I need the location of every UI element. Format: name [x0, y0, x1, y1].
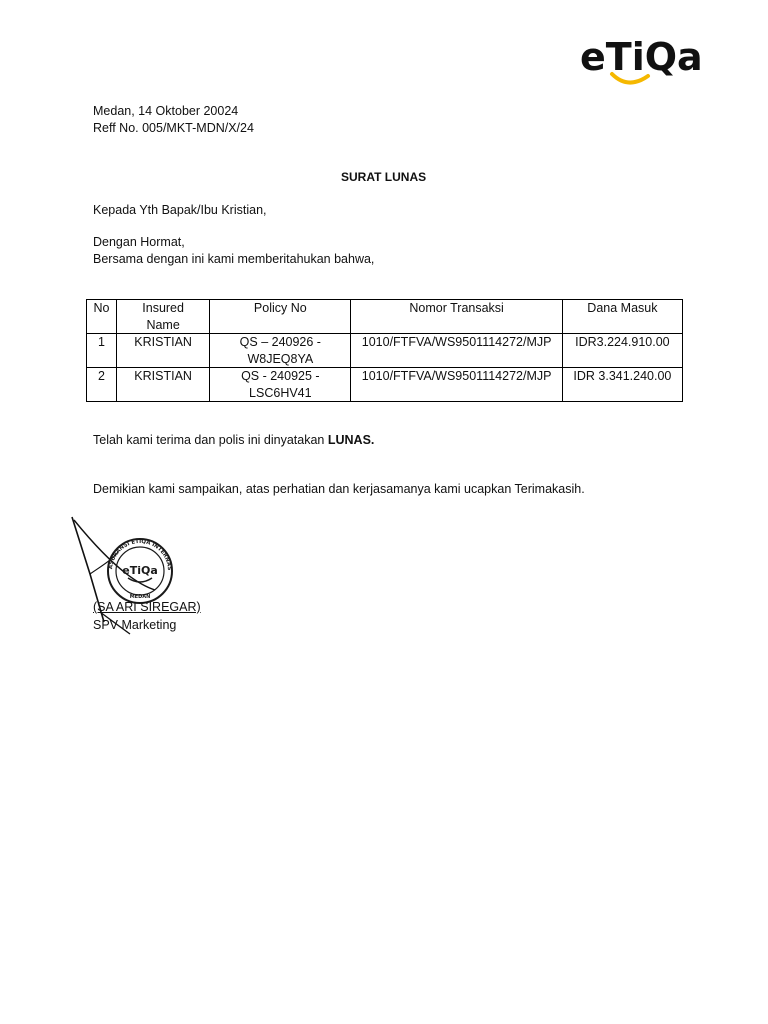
- greeting: Kepada Yth Bapak/Ibu Kristian,: [93, 203, 267, 217]
- cell-policy-no: QS - 240925 - LSC6HV41: [210, 368, 351, 402]
- cell-dana-masuk: IDR 3.341.240.00: [562, 368, 682, 402]
- salutation: Dengan Hormat,: [93, 235, 185, 249]
- cell-nomor-transaksi: 1010/FTFVA/WS9501114272/MJP: [351, 368, 562, 402]
- confirmation-text: [93, 432, 374, 449]
- cell-no: 1: [87, 334, 117, 368]
- closing-sentence: Demikian kami sampaikan, atas perhatian dan kerjasamanya kami ucapkan Terimakasih.: [93, 482, 585, 496]
- etiqa-logo: [580, 34, 705, 90]
- header-insured-name: Insured Name: [117, 300, 210, 334]
- cell-no: 2: [87, 368, 117, 402]
- reference-number: Reff No. 005/MKT-MDN/X/24: [93, 121, 254, 135]
- letter-date: Medan, 14 Oktober 20024: [93, 104, 239, 118]
- cell-policy-no: QS – 240926 - W8JEQ8YA: [210, 334, 351, 368]
- header-policy-no: Policy No: [210, 300, 351, 334]
- table-header-row: [87, 300, 683, 334]
- cell-dana-masuk: IDR3.224.910.00: [562, 334, 682, 368]
- cell-insured-name: KRISTIAN: [117, 334, 210, 368]
- confirmation-prefix: Telah kami terima dan polis ini dinyatakan: [93, 433, 328, 447]
- signatory-name: (SA ARI SIREGAR): [93, 600, 201, 614]
- company-stamp: [60, 512, 172, 603]
- lunas-emphasis: LUNAS.: [327, 433, 375, 447]
- svg-text:ASURANSI ETIQA INTERNASIONAL I: [60, 512, 172, 571]
- header-no: No: [87, 300, 117, 334]
- cell-nomor-transaksi: 1010/FTFVA/WS9501114272/MJP: [351, 334, 562, 368]
- signatory-position: SPV Marketing: [93, 618, 177, 632]
- logo-text: eTiQa: [580, 35, 703, 79]
- stamp-logo-text: eTiQa: [122, 564, 158, 577]
- letter-title: SURAT LUNAS: [341, 170, 427, 184]
- header-nomor-transaksi: Nomor Transaksi: [351, 300, 562, 334]
- stamp-ring-text: ASURANSI ETIQA INTERNAS: [108, 538, 173, 571]
- table-row: [87, 334, 683, 368]
- stamp-city-text: MEDAN: [129, 594, 151, 600]
- cell-insured-name: KRISTIAN: [117, 368, 210, 402]
- intro-sentence: Bersama dengan ini kami memberitahukan bahwa,: [93, 252, 375, 266]
- table-row: [87, 368, 683, 402]
- payment-table: [86, 299, 683, 402]
- header-dana-masuk: Dana Masuk: [562, 300, 682, 334]
